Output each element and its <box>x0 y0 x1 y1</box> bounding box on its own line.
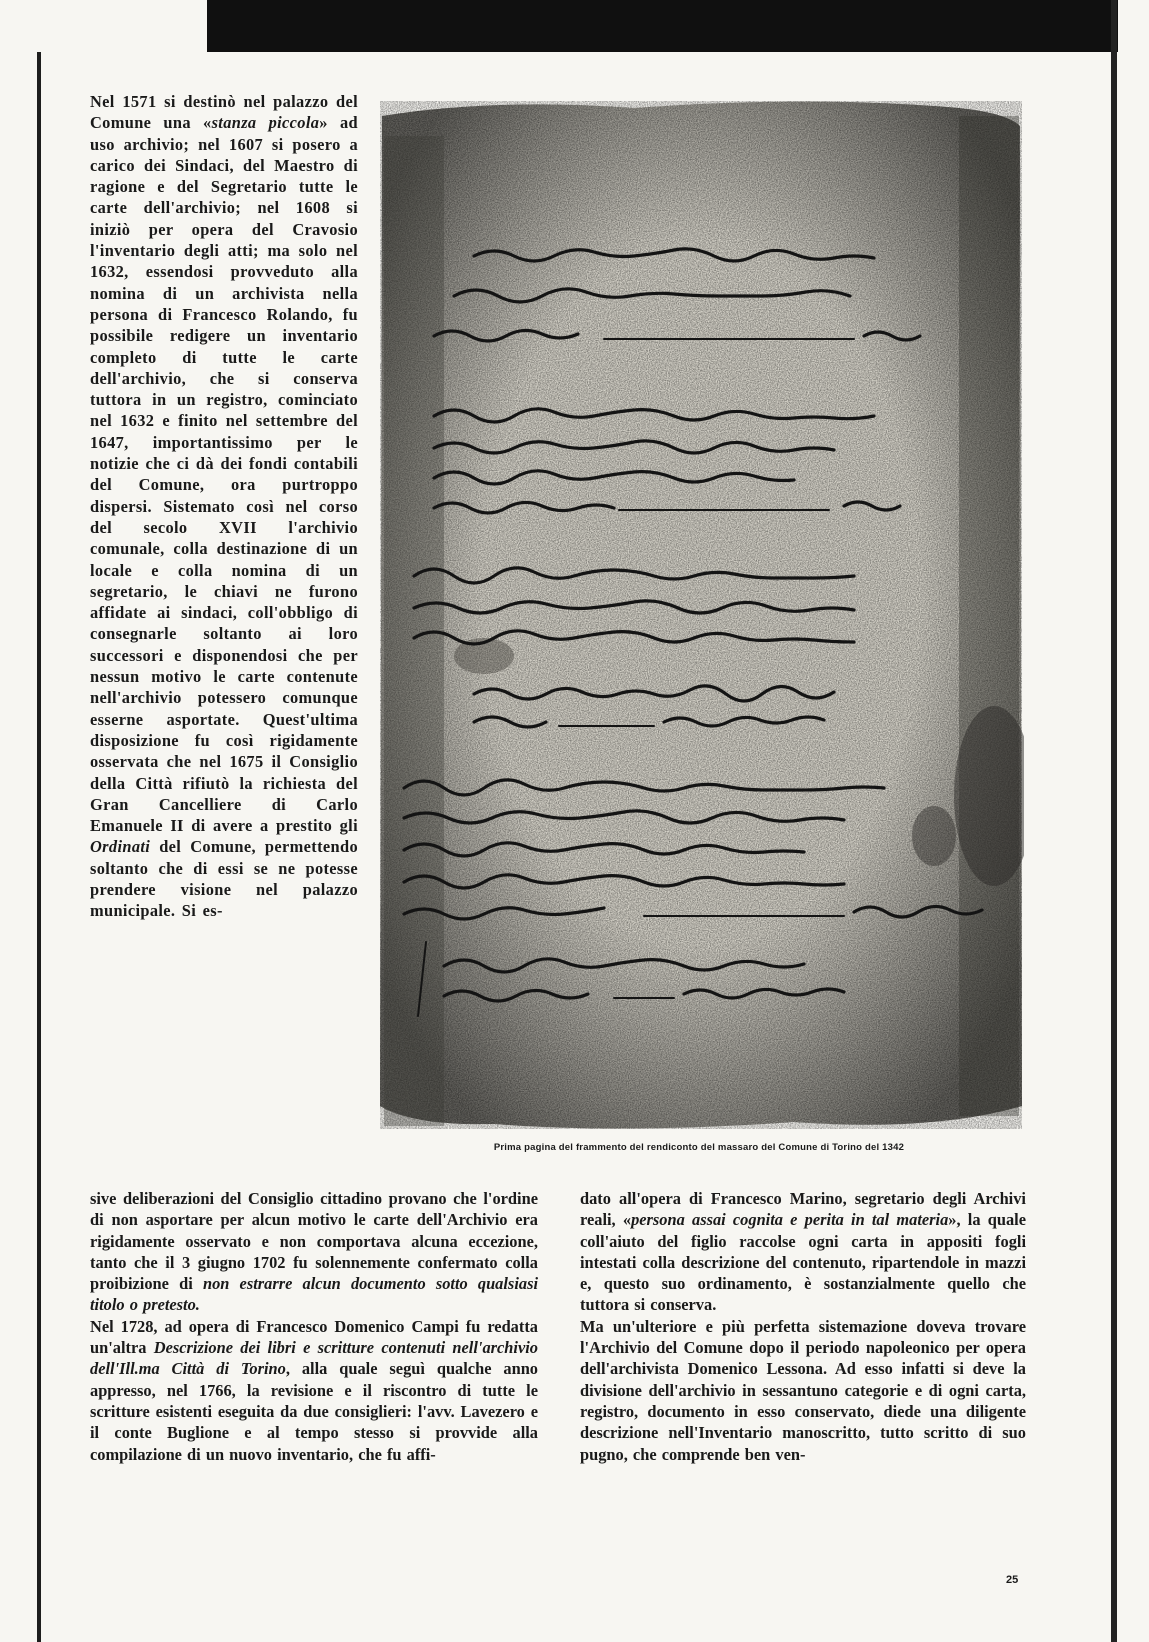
right-page-edge <box>1111 0 1117 1642</box>
figure-caption: Prima pagina del frammento del rendiconto del massaro del Comune di Torino del 1342 <box>493 1142 905 1153</box>
narrow-paragraph: Nel 1571 si destinò nel palazzo del Comune una «stanza piccola» ad uso archivio; nel 1607 si posero a carico dei Sindaci, del Maestro di ragione e del Segretario tutte le carte dell'archivio; nel 1608 si iniziò per opera del Cravosio l'inventario degli atti; ma solo nel 1632, essendosi provveduto alla nomina di un archivista nella persona di Francesco Rolando, fu possibile redigere un inventario completo di tutte le carte dell'archivio, che si conserva tuttora in un registro, cominciato nel 1632 e finito nel settembre del 1647, importantissimo per le notizie che ci dà dei fondi contabili del Comune, ora purtroppo dispersi. Sistemato così nel corso del secolo XVII l'archivio comunale, colla destinazione di un locale e colla nomina di un segretario, le chiavi ne furono affidate ai sindaci, coll'obbligo di consegnarle soltanto ai loro successori e disponendosi che per nessun motivo le carte contenute nell'archivio potessero comunque esserne asportate. Quest'ultima disposizione fu così rigidamente osservata che nel 1675 il Consiglio della Città rifiutò la richiesta del Gran Cancelliere di Carlo Emanuele II di avere a prestito gli Ordinati del Comune, permettendo soltanto che di essi se ne potesse prendere visione nel palazzo municipale. Si es- <box>90 92 358 921</box>
page-number: 25 <box>1006 1574 1019 1586</box>
left-margin-rule <box>37 52 41 1642</box>
right-text-column <box>580 1188 1026 1465</box>
right-paragraph-2: Ma un'ulteriore e più perfetta sistemazione doveva trovare l'Archivio del Comune dopo il periodo napoleonico per opera dell'archivista Domenico Lessona. Ad esso infatti si deve la divisione dell'archivio in sessantuno categorie e di ogni carta, registro, documento in esso conservato, diede una diligente descrizione nell'Inventario manoscritto, tutto scritto di suo pugno, che comprende ben ven- <box>580 1316 1026 1464</box>
left-text-column <box>90 1188 538 1465</box>
left-paragraph-2: Nel 1728, ad opera di Francesco Domenico Campi fu redatta un'altra Descrizione dei libri e scritture contenuti nell'archivio dell'Ill.ma Città di Torino, alla quale seguì qualche anno appresso, nel 1766, la revisione e il riscontro di tutte le scritture esistenti eseguita da due consiglieri: l'avv. Lavezero e il conte Buglione e al tempo stesso si provvide alla compilazione di un nuovo inventario, che fu affi- <box>90 1316 538 1464</box>
manuscript-image <box>374 96 1024 1136</box>
left-paragraph-1: sive deliberazioni del Consiglio cittadino provano che l'ordine di non asportare per alcun motivo le carte dell'Archivio era rigidamente osservato e non comportava alcuna eccezione, tanto che il 3 giugno 1702 fu solennemente confermato colla proibizione di non estrarre alcun documento sotto qualsiasi titolo o pretesto. <box>90 1189 538 1315</box>
top-black-bar <box>207 0 1118 52</box>
right-paragraph-1: dato all'opera di Francesco Marino, segretario degli Archivi reali, «persona assai cognita e perita in tal materia», la quale coll'aiuto del figlio raccolse ogni carta in appositi fogli intestati colla descrizione del contenuto, ripartendole in mazzi e, questo suo ordinamento, è sostanzialmente quello che tuttora si conserva. <box>580 1189 1026 1315</box>
narrow-text-column <box>90 91 358 922</box>
